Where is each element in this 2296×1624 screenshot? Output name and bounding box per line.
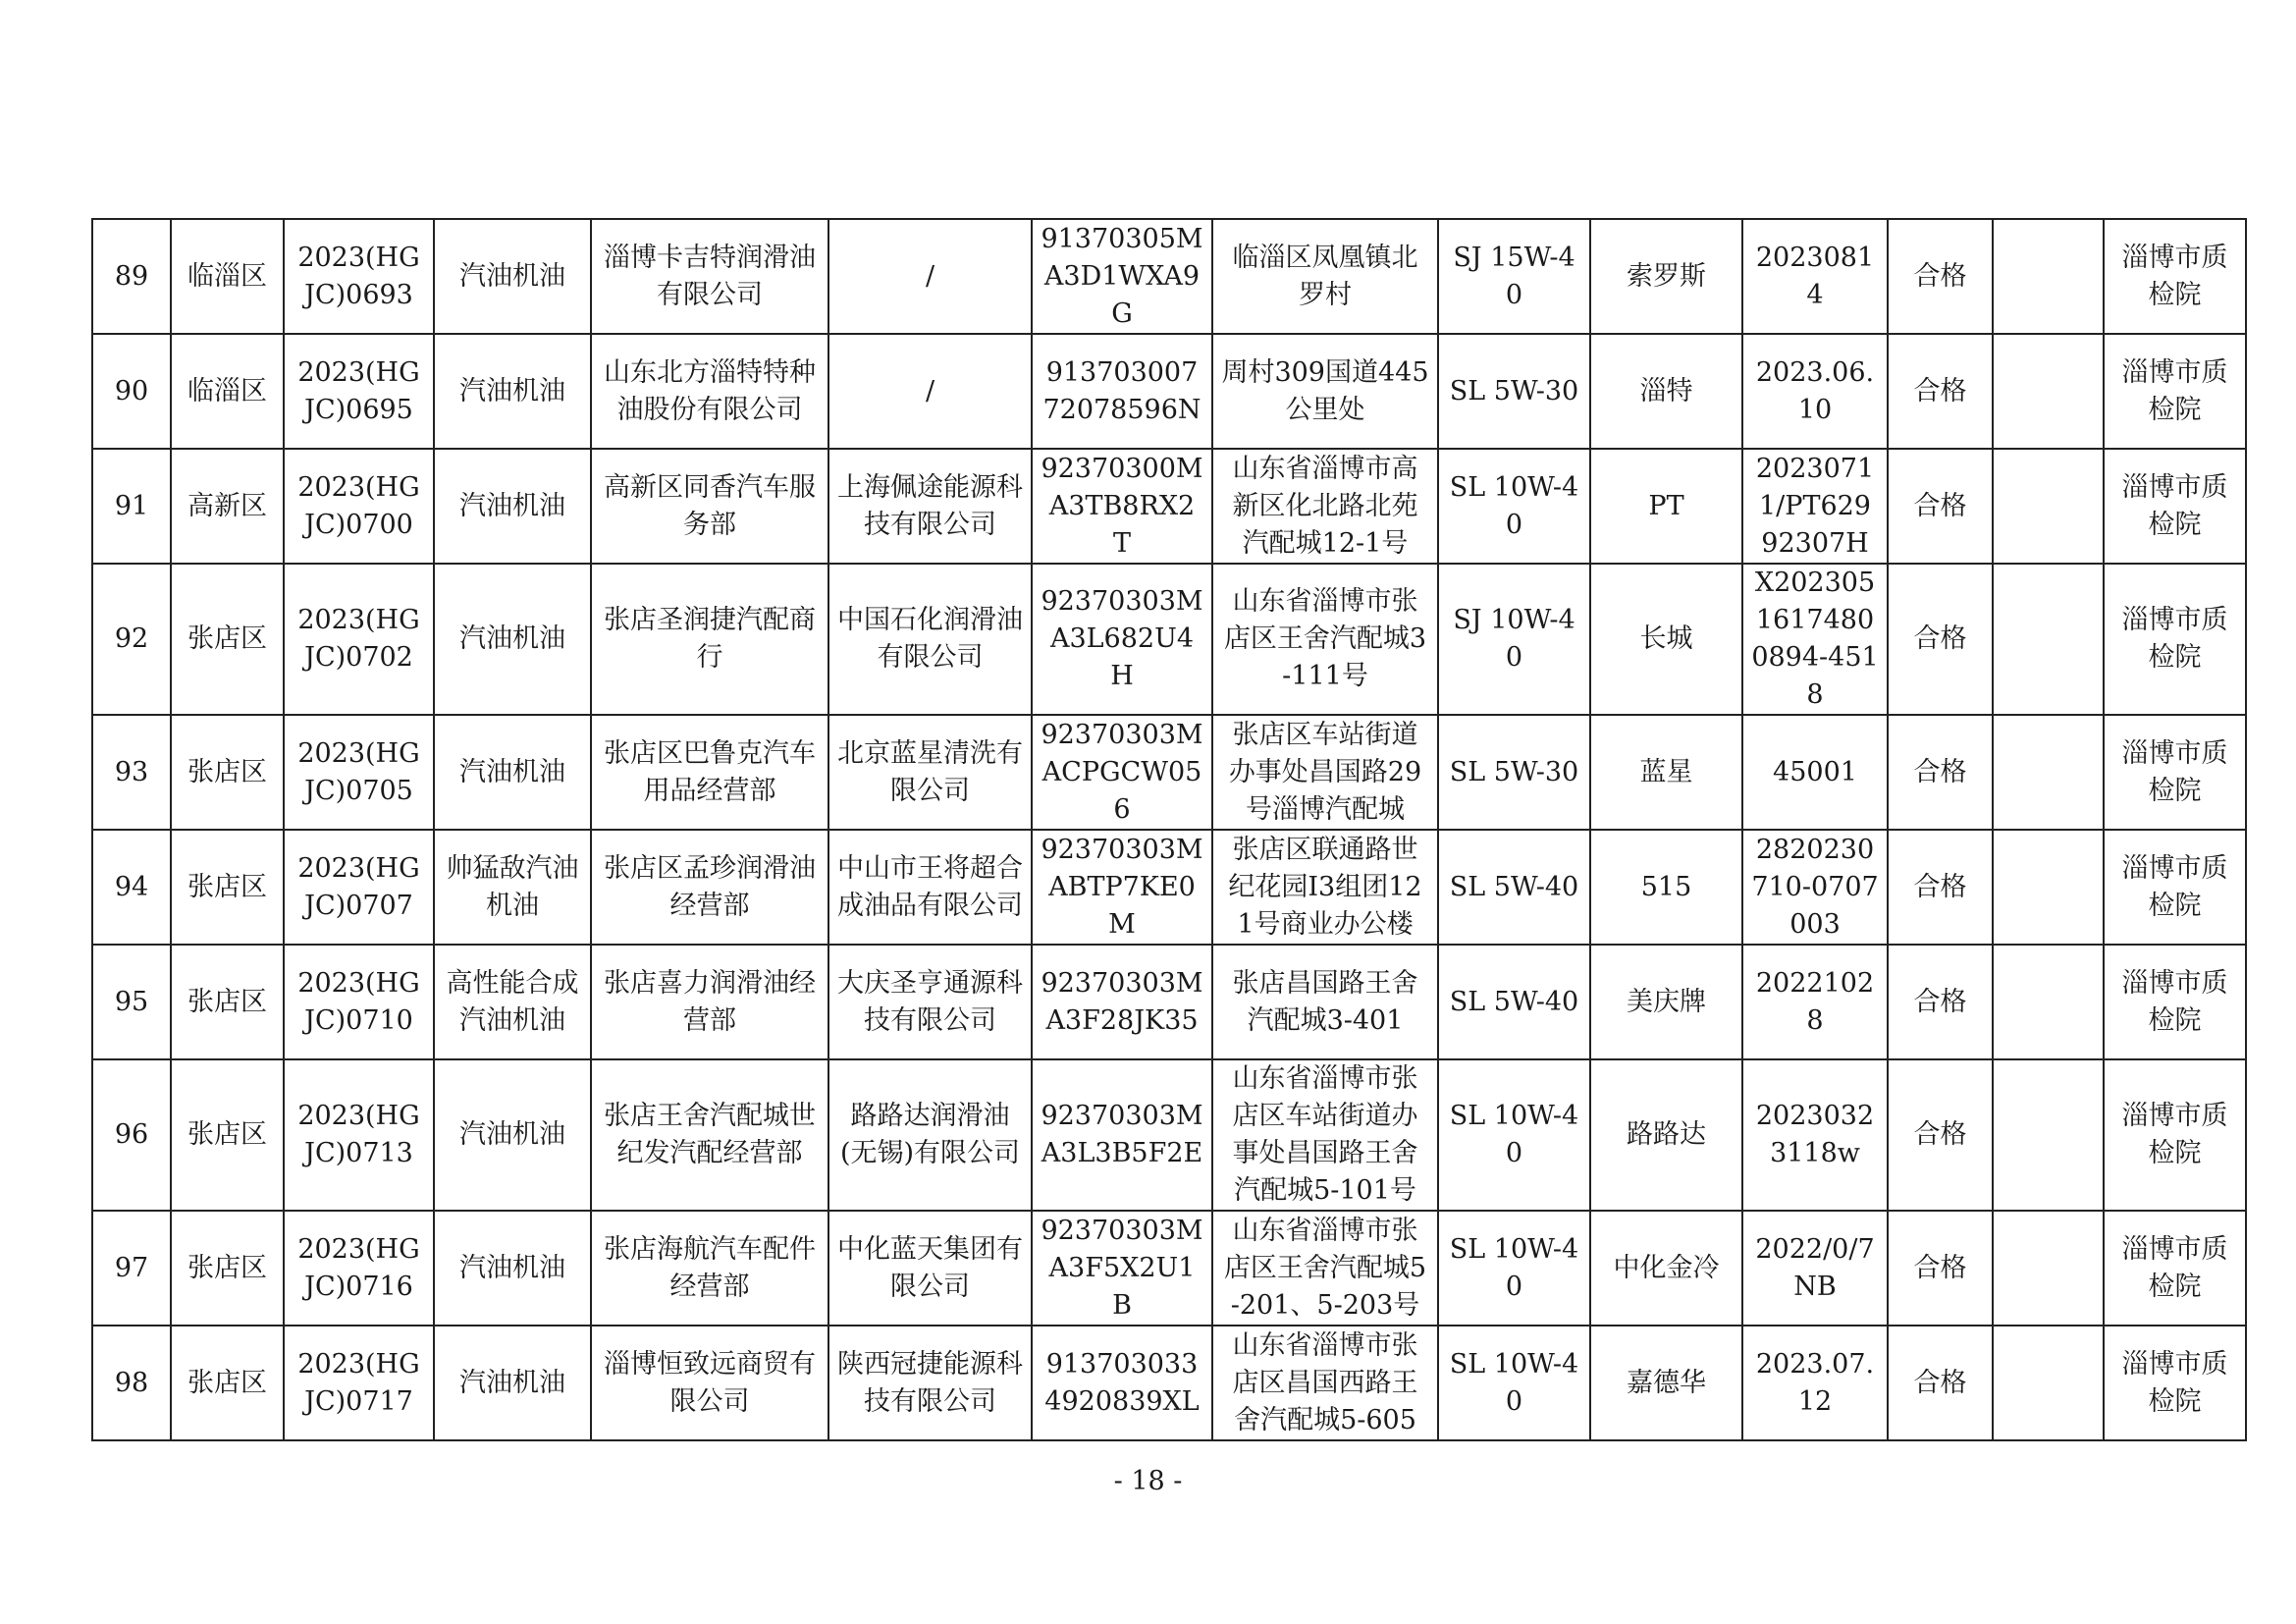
cell-product: 汽油机油 <box>434 1059 591 1211</box>
cell-credit-code: 92370303MA3L3B5F2E <box>1032 1059 1212 1211</box>
cell-no: 89 <box>92 219 171 334</box>
cell-address: 临淄区凤凰镇北罗村 <box>1212 219 1438 334</box>
cell-product: 帅猛敌汽油机油 <box>434 830 591 945</box>
cell-seller: 山东北方淄特特种油股份有限公司 <box>591 334 828 449</box>
cell-manufacturer: 中山市王将超合成油品有限公司 <box>828 830 1032 945</box>
table-row <box>92 334 2246 449</box>
cell-result: 合格 <box>1888 334 1993 449</box>
cell-credit-code: 91370305MA3D1WXA9G <box>1032 219 1212 334</box>
cell-spec: SJ 15W-40 <box>1438 219 1590 334</box>
table-row <box>92 945 2246 1059</box>
cell-seller: 张店喜力润滑油经营部 <box>591 945 828 1059</box>
cell-manufacturer: 北京蓝星清洗有限公司 <box>828 715 1032 830</box>
cell-district: 高新区 <box>171 449 284 564</box>
cell-result: 合格 <box>1888 219 1993 334</box>
cell-seller: 张店王舍汽配城世纪发汽配经营部 <box>591 1059 828 1211</box>
cell-manufacturer: / <box>828 219 1032 334</box>
cell-agency: 淄博市质检院 <box>2104 219 2246 334</box>
cell-result: 合格 <box>1888 449 1993 564</box>
cell-product: 汽油机油 <box>434 715 591 830</box>
cell-address: 山东省淄博市张店区王舍汽配城5-201、5-203号 <box>1212 1211 1438 1326</box>
cell-result: 合格 <box>1888 1059 1993 1211</box>
table-row <box>92 564 2246 715</box>
cell-brand: 路路达 <box>1590 1059 1742 1211</box>
cell-seller: 张店区孟珍润滑油经营部 <box>591 830 828 945</box>
cell-sample-id: 2023(HGJC)0700 <box>284 449 434 564</box>
cell-product: 汽油机油 <box>434 564 591 715</box>
cell-manufacturer: 中化蓝天集团有限公司 <box>828 1211 1032 1326</box>
cell-manufacturer: 中国石化润滑油有限公司 <box>828 564 1032 715</box>
cell-sample-id: 2023(HGJC)0702 <box>284 564 434 715</box>
cell-spec: SL 10W-40 <box>1438 449 1590 564</box>
cell-note <box>1993 564 2104 715</box>
cell-manufacturer: 陕西冠捷能源科技有限公司 <box>828 1326 1032 1440</box>
cell-product: 汽油机油 <box>434 334 591 449</box>
cell-brand: 嘉德华 <box>1590 1326 1742 1440</box>
table-row <box>92 1059 2246 1211</box>
cell-brand: 长城 <box>1590 564 1742 715</box>
cell-spec: SL 5W-30 <box>1438 334 1590 449</box>
cell-district: 张店区 <box>171 1326 284 1440</box>
cell-product: 高性能合成汽油机油 <box>434 945 591 1059</box>
cell-batch: 45001 <box>1742 715 1888 830</box>
cell-batch: 20221028 <box>1742 945 1888 1059</box>
cell-batch: 2023.07.12 <box>1742 1326 1888 1440</box>
cell-address: 张店区联通路世纪花园I3组团121号商业办公楼 <box>1212 830 1438 945</box>
cell-product: 汽油机油 <box>434 1211 591 1326</box>
cell-sample-id: 2023(HGJC)0716 <box>284 1211 434 1326</box>
cell-credit-code: 92370303MA3F28JK35 <box>1032 945 1212 1059</box>
cell-no: 96 <box>92 1059 171 1211</box>
cell-no: 94 <box>92 830 171 945</box>
cell-sample-id: 2023(HGJC)0705 <box>284 715 434 830</box>
cell-district: 临淄区 <box>171 334 284 449</box>
cell-agency: 淄博市质检院 <box>2104 1326 2246 1440</box>
cell-no: 97 <box>92 1211 171 1326</box>
cell-result: 合格 <box>1888 945 1993 1059</box>
cell-agency: 淄博市质检院 <box>2104 1059 2246 1211</box>
cell-brand: PT <box>1590 449 1742 564</box>
cell-address: 张店昌国路王舍汽配城3-401 <box>1212 945 1438 1059</box>
cell-note <box>1993 1211 2104 1326</box>
cell-agency: 淄博市质检院 <box>2104 1211 2246 1326</box>
cell-address: 山东省淄博市张店区王舍汽配城3-111号 <box>1212 564 1438 715</box>
cell-seller: 张店区巴鲁克汽车用品经营部 <box>591 715 828 830</box>
cell-note <box>1993 334 2104 449</box>
cell-result: 合格 <box>1888 1211 1993 1326</box>
cell-agency: 淄博市质检院 <box>2104 830 2246 945</box>
cell-result: 合格 <box>1888 715 1993 830</box>
cell-seller: 高新区同香汽车服务部 <box>591 449 828 564</box>
cell-credit-code: 92370303MABTP7KE0M <box>1032 830 1212 945</box>
cell-address: 山东省淄博市张店区昌国西路王舍汽配城5-605 <box>1212 1326 1438 1440</box>
cell-no: 98 <box>92 1326 171 1440</box>
cell-batch: 20230814 <box>1742 219 1888 334</box>
cell-credit-code: 92370303MA3F5X2U1B <box>1032 1211 1212 1326</box>
cell-brand: 515 <box>1590 830 1742 945</box>
cell-manufacturer: 路路达润滑油(无锡)有限公司 <box>828 1059 1032 1211</box>
table-row <box>92 830 2246 945</box>
cell-note <box>1993 715 2104 830</box>
cell-result: 合格 <box>1888 564 1993 715</box>
cell-district: 张店区 <box>171 564 284 715</box>
cell-batch: 20230711/PT62992307H <box>1742 449 1888 564</box>
cell-address: 周村309国道445公里处 <box>1212 334 1438 449</box>
cell-spec: SJ 10W-40 <box>1438 564 1590 715</box>
cell-district: 张店区 <box>171 1059 284 1211</box>
cell-no: 92 <box>92 564 171 715</box>
page-number: - 18 - <box>1113 1466 1183 1496</box>
cell-agency: 淄博市质检院 <box>2104 334 2246 449</box>
cell-spec: SL 10W-40 <box>1438 1211 1590 1326</box>
cell-seller: 张店圣润捷汽配商行 <box>591 564 828 715</box>
cell-seller: 淄博卡吉特润滑油有限公司 <box>591 219 828 334</box>
cell-sample-id: 2023(HGJC)0695 <box>284 334 434 449</box>
table-row <box>92 1326 2246 1440</box>
cell-batch: 2820230710-0707003 <box>1742 830 1888 945</box>
cell-address: 山东省淄博市高新区化北路北苑汽配城12-1号 <box>1212 449 1438 564</box>
cell-credit-code: 92370300MA3TB8RX2T <box>1032 449 1212 564</box>
cell-manufacturer: / <box>828 334 1032 449</box>
cell-address: 张店区车站街道办事处昌国路29号淄博汽配城 <box>1212 715 1438 830</box>
cell-spec: SL 5W-30 <box>1438 715 1590 830</box>
cell-brand: 蓝星 <box>1590 715 1742 830</box>
cell-note <box>1993 945 2104 1059</box>
cell-brand: 中化金冷 <box>1590 1211 1742 1326</box>
cell-brand: 美庆牌 <box>1590 945 1742 1059</box>
cell-batch: 20230323118w <box>1742 1059 1888 1211</box>
table-row <box>92 715 2246 830</box>
cell-sample-id: 2023(HGJC)0717 <box>284 1326 434 1440</box>
cell-result: 合格 <box>1888 1326 1993 1440</box>
cell-seller: 张店海航汽车配件经营部 <box>591 1211 828 1326</box>
table-row <box>92 219 2246 334</box>
cell-no: 91 <box>92 449 171 564</box>
cell-sample-id: 2023(HGJC)0707 <box>284 830 434 945</box>
cell-credit-code: 91370300772078596N <box>1032 334 1212 449</box>
cell-credit-code: 92370303MA3L682U4H <box>1032 564 1212 715</box>
cell-brand: 索罗斯 <box>1590 219 1742 334</box>
cell-manufacturer: 上海佩途能源科技有限公司 <box>828 449 1032 564</box>
cell-agency: 淄博市质检院 <box>2104 945 2246 1059</box>
cell-no: 90 <box>92 334 171 449</box>
cell-district: 张店区 <box>171 715 284 830</box>
cell-spec: SL 10W-40 <box>1438 1326 1590 1440</box>
cell-product: 汽油机油 <box>434 449 591 564</box>
cell-spec: SL 5W-40 <box>1438 830 1590 945</box>
cell-result: 合格 <box>1888 830 1993 945</box>
cell-sample-id: 2023(HGJC)0713 <box>284 1059 434 1211</box>
cell-agency: 淄博市质检院 <box>2104 715 2246 830</box>
inspection-results-table <box>91 218 2247 1441</box>
table-row <box>92 1211 2246 1326</box>
cell-brand: 淄特 <box>1590 334 1742 449</box>
cell-district: 张店区 <box>171 1211 284 1326</box>
cell-batch: 2023.06.10 <box>1742 334 1888 449</box>
cell-address: 山东省淄博市张店区车站街道办事处昌国路王舍汽配城5-101号 <box>1212 1059 1438 1211</box>
cell-note <box>1993 1059 2104 1211</box>
cell-note <box>1993 830 2104 945</box>
cell-district: 临淄区 <box>171 219 284 334</box>
cell-manufacturer: 大庆圣亨通源科技有限公司 <box>828 945 1032 1059</box>
cell-district: 张店区 <box>171 830 284 945</box>
cell-agency: 淄博市质检院 <box>2104 564 2246 715</box>
cell-credit-code: 92370303MACPGCW056 <box>1032 715 1212 830</box>
cell-spec: SL 5W-40 <box>1438 945 1590 1059</box>
cell-sample-id: 2023(HGJC)0710 <box>284 945 434 1059</box>
cell-note <box>1993 1326 2104 1440</box>
table-body <box>92 219 2246 1440</box>
cell-credit-code: 9137030334920839XL <box>1032 1326 1212 1440</box>
cell-no: 93 <box>92 715 171 830</box>
table-row <box>92 449 2246 564</box>
cell-note <box>1993 449 2104 564</box>
cell-spec: SL 10W-40 <box>1438 1059 1590 1211</box>
cell-product: 汽油机油 <box>434 219 591 334</box>
cell-seller: 淄博恒致远商贸有限公司 <box>591 1326 828 1440</box>
cell-district: 张店区 <box>171 945 284 1059</box>
cell-product: 汽油机油 <box>434 1326 591 1440</box>
cell-sample-id: 2023(HGJC)0693 <box>284 219 434 334</box>
cell-no: 95 <box>92 945 171 1059</box>
cell-batch: 2022/0/7NB <box>1742 1211 1888 1326</box>
cell-note <box>1993 219 2104 334</box>
cell-agency: 淄博市质检院 <box>2104 449 2246 564</box>
cell-batch: X20230516174800894-4518 <box>1742 564 1888 715</box>
